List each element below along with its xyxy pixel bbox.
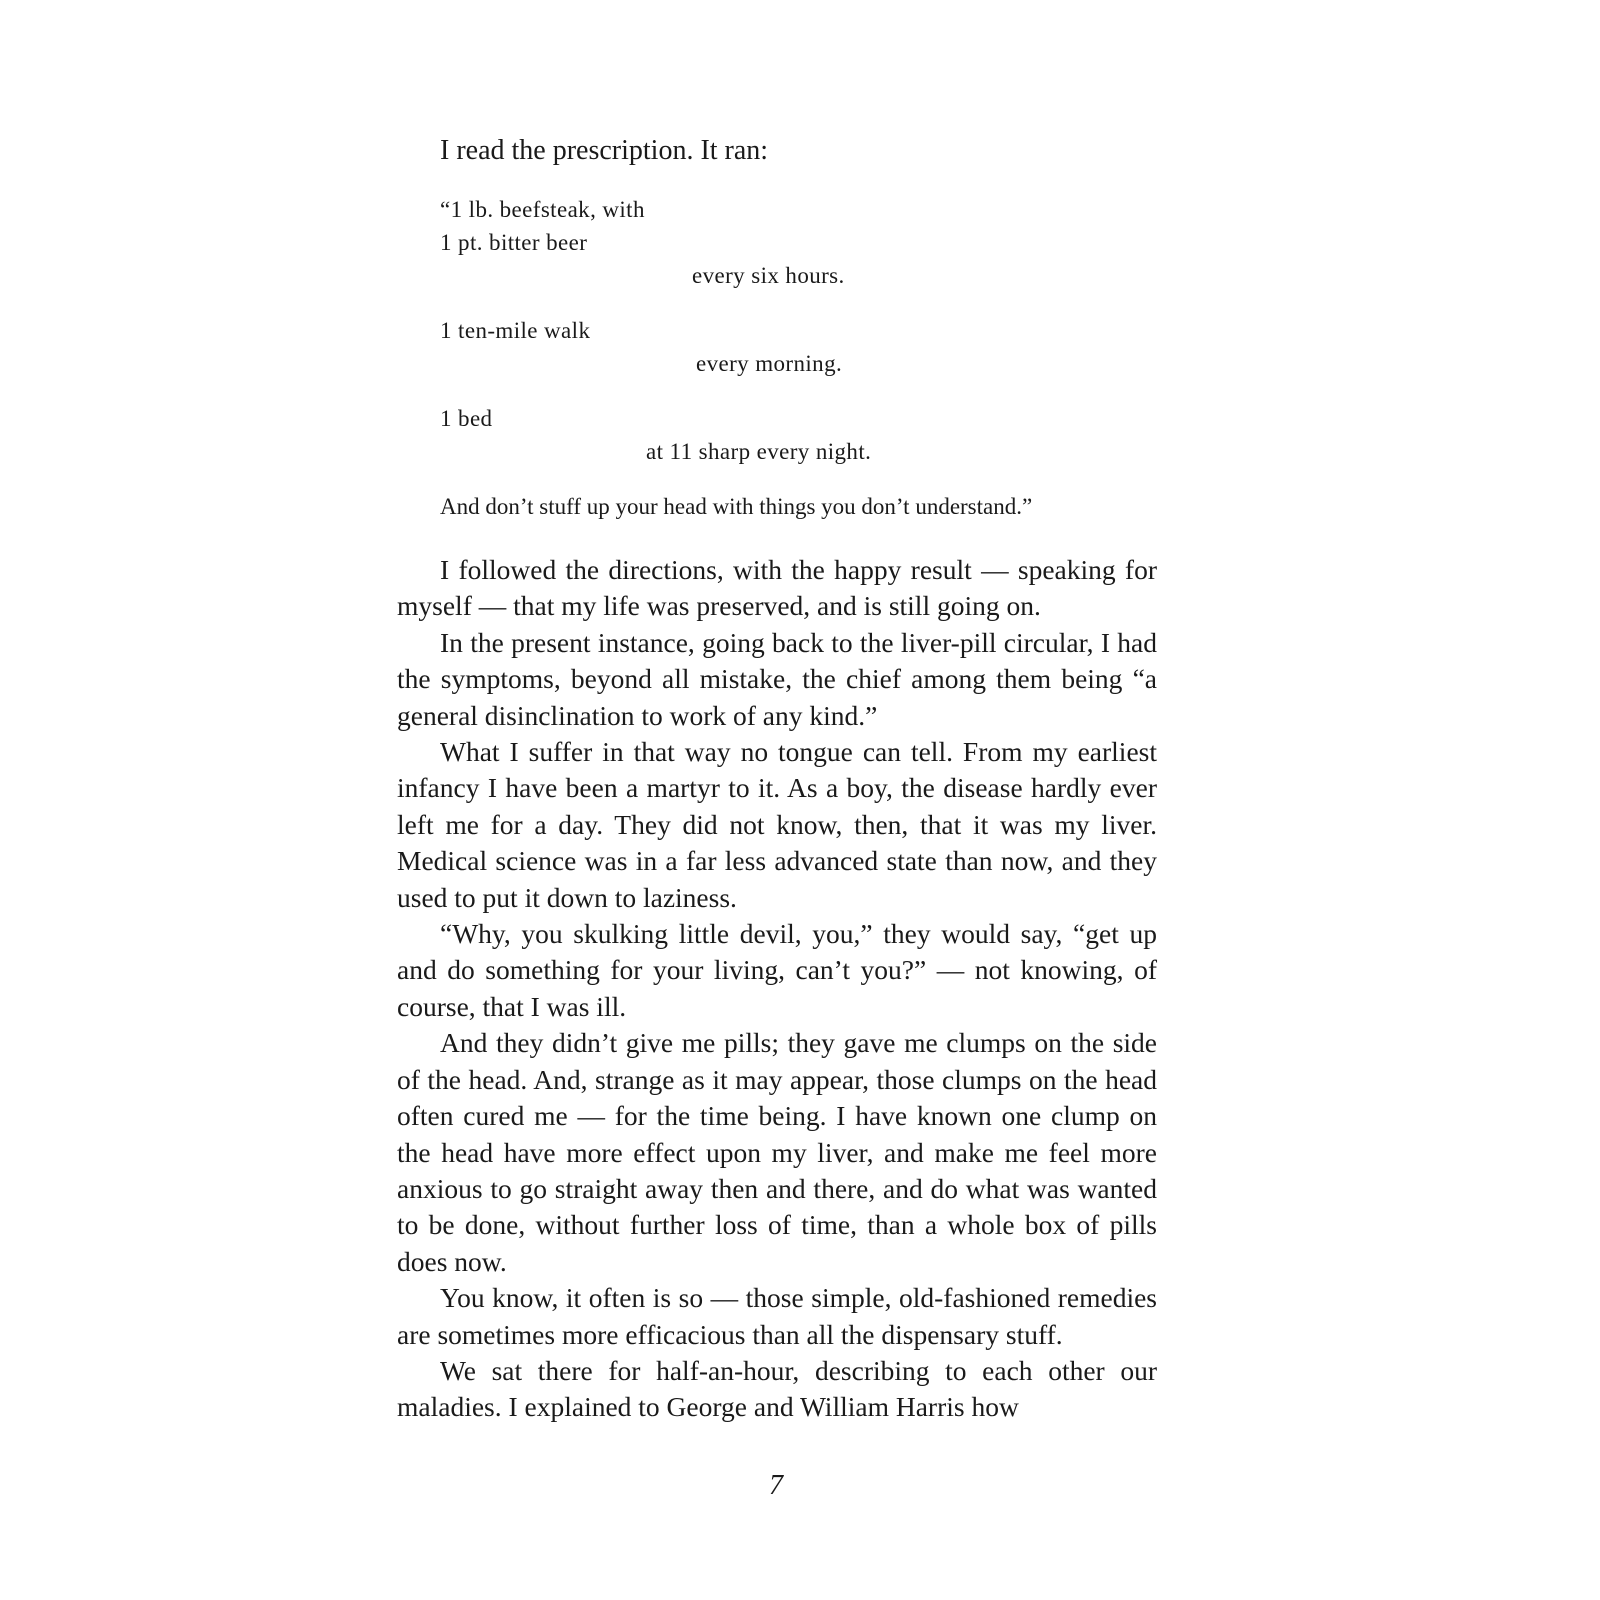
paragraph: “Why, you skulking little devil, you,” they would say, “get up and do something for your living, can’t you?” — not knowing, of course, that I was ill. xyxy=(397,918,1157,1022)
prescription-line-beefsteak: “1 lb. beefsteak, with xyxy=(440,197,645,222)
prescription-line-walk: 1 ten-mile walk xyxy=(440,318,591,343)
prescription-closing-line: And don’t stuff up your head with things you don’t understand.” xyxy=(440,494,1033,519)
prescription-line-beer: 1 pt. bitter beer xyxy=(440,230,588,255)
paragraph: In the present instance, going back to the liver-pill circular, I had the symptoms, beyond all mistake, the chief among them being “a general disinclination to work of any kind.” xyxy=(397,626,1157,731)
page-number: 7 xyxy=(769,1470,783,1501)
paragraph: And they didn’t give me pills; they gave me clumps on the side of the head. And, strange as it may appear, those clumps on the head often cured me — for the time being. I have known one clump on the head have more effect upon my liver, and make me feel more anxious to go straight away then and there, and do what was wanted to be done, without further loss of time, than a whole box of pills does now. xyxy=(397,1027,1157,1277)
prescription-line-eleven: at 11 sharp every night. xyxy=(646,439,872,464)
paragraph: You know, it often is so — those simple, old-fashioned remedies are sometimes more efficacious than all the dispensary stuff. xyxy=(397,1282,1157,1350)
intro-line: I read the prescription. It ran: xyxy=(440,135,769,166)
prescription-line-six-hours: every six hours. xyxy=(692,263,845,288)
paragraph: We sat there for half-an-hour, describing to each other our maladies. I explained to George and William Harris how xyxy=(397,1354,1157,1423)
paragraph: I followed the directions, with the happy result — speaking for myself — that my life was preserved, and is still going on. xyxy=(397,554,1157,622)
prescription-line-bed: 1 bed xyxy=(440,406,493,431)
paragraph: What I suffer in that way no tongue can tell. From my earliest infancy I have been a martyr to it. As a boy, the disease hardly ever left me for a day. They did not know, then, that it was my liver. Medical science was in a far less advanced state than now, and they used to put it down to laziness. xyxy=(397,736,1157,913)
prescription-line-morning: every morning. xyxy=(696,351,843,376)
body-text xyxy=(397,552,1157,1426)
